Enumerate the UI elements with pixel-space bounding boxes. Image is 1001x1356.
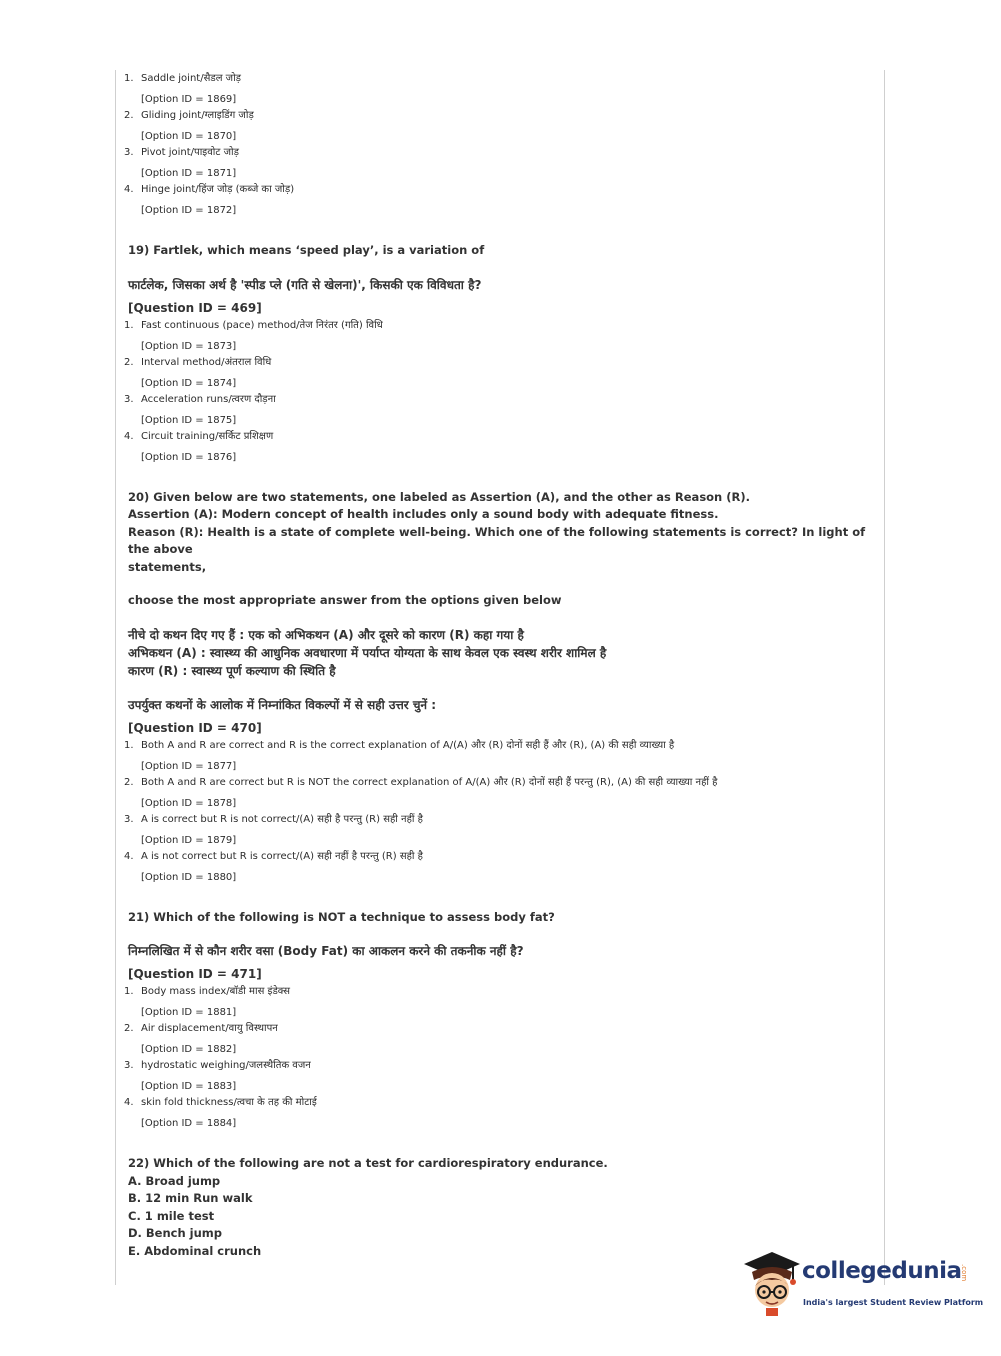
- question-text-hi: निम्नलिखित में से कौन शरीर वसा (Body Fat) का आकलन करने की तकनीक नहीं है?: [128, 944, 524, 958]
- q20-options: [124, 737, 874, 885]
- option-id: [Option ID = 1877]: [141, 760, 237, 772]
- question-text-en: 19) Fartlek, which means ‘speed play’, is a variation of: [128, 243, 485, 257]
- option-id: [Option ID = 1869]: [141, 94, 237, 105]
- question-id: [Question ID = 470]: [128, 720, 262, 735]
- option-text: Pivot joint/पाइवोट जोड़: [141, 147, 239, 158]
- list-item: A. Broad jump: [128, 1173, 221, 1188]
- option-text: Hinge joint/हिंज जोड़ (कब्जे का जोड़): [141, 184, 295, 195]
- option-text: Gliding joint/ग्लाइडिंग जोड़: [141, 110, 254, 121]
- left-margin-rule: [115, 70, 116, 1285]
- option-number: 3.: [124, 1060, 134, 1071]
- option-number: 3.: [124, 393, 134, 405]
- q18-options: [124, 70, 874, 218]
- option-item: [124, 737, 874, 774]
- question-22: [124, 1155, 874, 1260]
- option-id: [Option ID = 1873]: [141, 340, 237, 352]
- question-line: statements,: [128, 559, 207, 574]
- option-text: Air displacement/वायु विस्थापन: [141, 1023, 278, 1034]
- option-id: [Option ID = 1870]: [141, 131, 237, 142]
- option-item: [124, 391, 874, 428]
- option-number: 2.: [124, 1023, 134, 1034]
- question-20: [124, 489, 874, 885]
- option-number: 4.: [124, 1097, 134, 1108]
- question-line: अभिकथन (A) : स्वास्थ्य की आधुनिक अवधारणा में पर्याप्त योग्यता के साथ केवल एक स्वस्थ शरीर शामिल है: [128, 645, 607, 660]
- option-text: hydrostatic weighing/जलस्थैतिक वजन: [141, 1060, 311, 1071]
- page-content: [124, 70, 874, 1260]
- option-text: Saddle joint/सैडल जोड़: [141, 73, 242, 84]
- question-id: [Question ID = 469]: [128, 300, 262, 315]
- option-id: [Option ID = 1872]: [141, 205, 237, 216]
- option-item: [124, 774, 874, 811]
- option-number: 2.: [124, 110, 134, 121]
- question-line: 22) Which of the following are not a test for cardiorespiratory endurance.: [128, 1156, 608, 1170]
- list-item: D. Bench jump: [128, 1226, 223, 1240]
- question-text-hi: [128, 626, 874, 680]
- option-number: 1.: [124, 986, 134, 997]
- option-item: [124, 317, 874, 354]
- q19-options: [124, 317, 874, 465]
- option-text: A is not correct but R is correct/(A) सही नहीं है परन्तु (R) सही है: [141, 850, 423, 862]
- list-item: B. 12 min Run walk: [128, 1191, 253, 1205]
- option-id: [Option ID = 1884]: [141, 1118, 237, 1129]
- option-text: Acceleration runs/त्वरण दौड़ना: [141, 393, 276, 405]
- option-text: Both A and R are correct but R is NOT the correct explanation of A/(A) और (R) दोनों सही हैं परन्तु (R), (A) की सही व्याख्या नहीं है: [141, 776, 718, 788]
- option-item: [124, 144, 874, 181]
- right-margin-rule: [884, 70, 885, 1285]
- option-item: [124, 70, 874, 107]
- option-id: [Option ID = 1882]: [141, 1044, 237, 1055]
- option-item: [124, 1094, 874, 1131]
- option-number: 2.: [124, 356, 134, 368]
- question-21: [124, 909, 874, 1132]
- option-text: Body mass index/बॉडी मास इंडेक्स: [141, 986, 290, 997]
- logo-tagline: India's largest Student Review Platform: [803, 1298, 984, 1307]
- option-item: [124, 354, 874, 391]
- option-item: [124, 1020, 874, 1057]
- question-text-en: [128, 489, 874, 577]
- question-line: कारण (R) : स्वास्थ्य पूर्ण कल्याण की स्थिति है: [128, 663, 336, 678]
- option-item: [124, 983, 874, 1020]
- option-number: 2.: [124, 776, 134, 788]
- question-line: नीचे दो कथन दिए गए हैं : एक को अभिकथन (A) और दूसरे को कारण (R) कहा गया है: [128, 627, 524, 642]
- question-line: 20) Given below are two statements, one labeled as Assertion (A), and the other as Reason (R).: [128, 489, 750, 504]
- question-id: [Question ID = 471]: [128, 967, 262, 981]
- option-id: [Option ID = 1871]: [141, 168, 237, 179]
- option-id: [Option ID = 1876]: [141, 451, 237, 463]
- option-item: [124, 1057, 874, 1094]
- option-text: Both A and R are correct and R is the correct explanation of A/(A) और (R) दोनों सही हैं और (R), (A) की सही व्याख्या है: [141, 739, 675, 751]
- option-number: 3.: [124, 813, 134, 825]
- option-id: [Option ID = 1879]: [141, 834, 237, 846]
- option-text: Circuit training/सर्किट प्रशिक्षण: [141, 430, 274, 442]
- option-number: 3.: [124, 147, 134, 158]
- mascot-icon: [742, 1250, 802, 1318]
- option-item: [124, 107, 874, 144]
- option-id: [Option ID = 1878]: [141, 797, 237, 809]
- question-instruction-hi: उपर्युक्त कथनों के आलोक में निम्नांकित विकल्पों में से सही उत्तर चुनें :: [128, 697, 437, 712]
- option-number: 4.: [124, 430, 134, 442]
- option-item: [124, 848, 874, 885]
- option-id: [Option ID = 1880]: [141, 871, 237, 883]
- option-text: A is correct but R is not correct/(A) सही है परन्तु (R) सही नहीं है: [141, 813, 423, 825]
- logo-wordmark: collegedunia: [802, 1258, 962, 1284]
- q21-options: [124, 983, 874, 1131]
- question-text-en: [128, 1155, 874, 1260]
- question-19: [124, 242, 874, 465]
- option-id: [Option ID = 1875]: [141, 414, 237, 426]
- list-item: E. Abdominal crunch: [128, 1243, 262, 1258]
- option-number: 1.: [124, 319, 134, 331]
- question-instruction-en: choose the most appropriate answer from the options given below: [128, 593, 562, 607]
- option-id: [Option ID = 1881]: [141, 1007, 237, 1018]
- option-item: [124, 181, 874, 218]
- option-id: [Option ID = 1874]: [141, 377, 237, 389]
- option-number: 4.: [124, 850, 134, 862]
- option-text: Interval method/अंतराल विधि: [141, 356, 272, 368]
- question-line: Assertion (A): Modern concept of health includes only a sound body with adequate fitness.: [128, 507, 719, 521]
- option-item: [124, 811, 874, 848]
- option-text: skin fold thickness/त्वचा के तह की मोटाई: [141, 1097, 317, 1108]
- option-number: 1.: [124, 739, 134, 751]
- collegedunia-logo: [742, 1250, 984, 1318]
- question-text-en: 21) Which of the following is NOT a technique to assess body fat?: [128, 909, 555, 924]
- logo-dotcom: .com: [960, 1264, 968, 1282]
- question-text-hi: फार्टलेक, जिसका अर्थ है 'स्पीड प्ले (गति से खेलना)', किसकी एक विविधता है?: [128, 277, 482, 292]
- option-number: 1.: [124, 73, 134, 84]
- option-number: 4.: [124, 184, 134, 195]
- option-text: Fast continuous (pace) method/तेज निरंतर (गति) विधि: [141, 319, 383, 331]
- option-id: [Option ID = 1883]: [141, 1081, 237, 1092]
- list-item: C. 1 mile test: [128, 1208, 215, 1223]
- question-line: Reason (R): Health is a state of complete well-being. Which one of the following statements is correct? In light of the above: [128, 524, 866, 556]
- option-item: [124, 428, 874, 465]
